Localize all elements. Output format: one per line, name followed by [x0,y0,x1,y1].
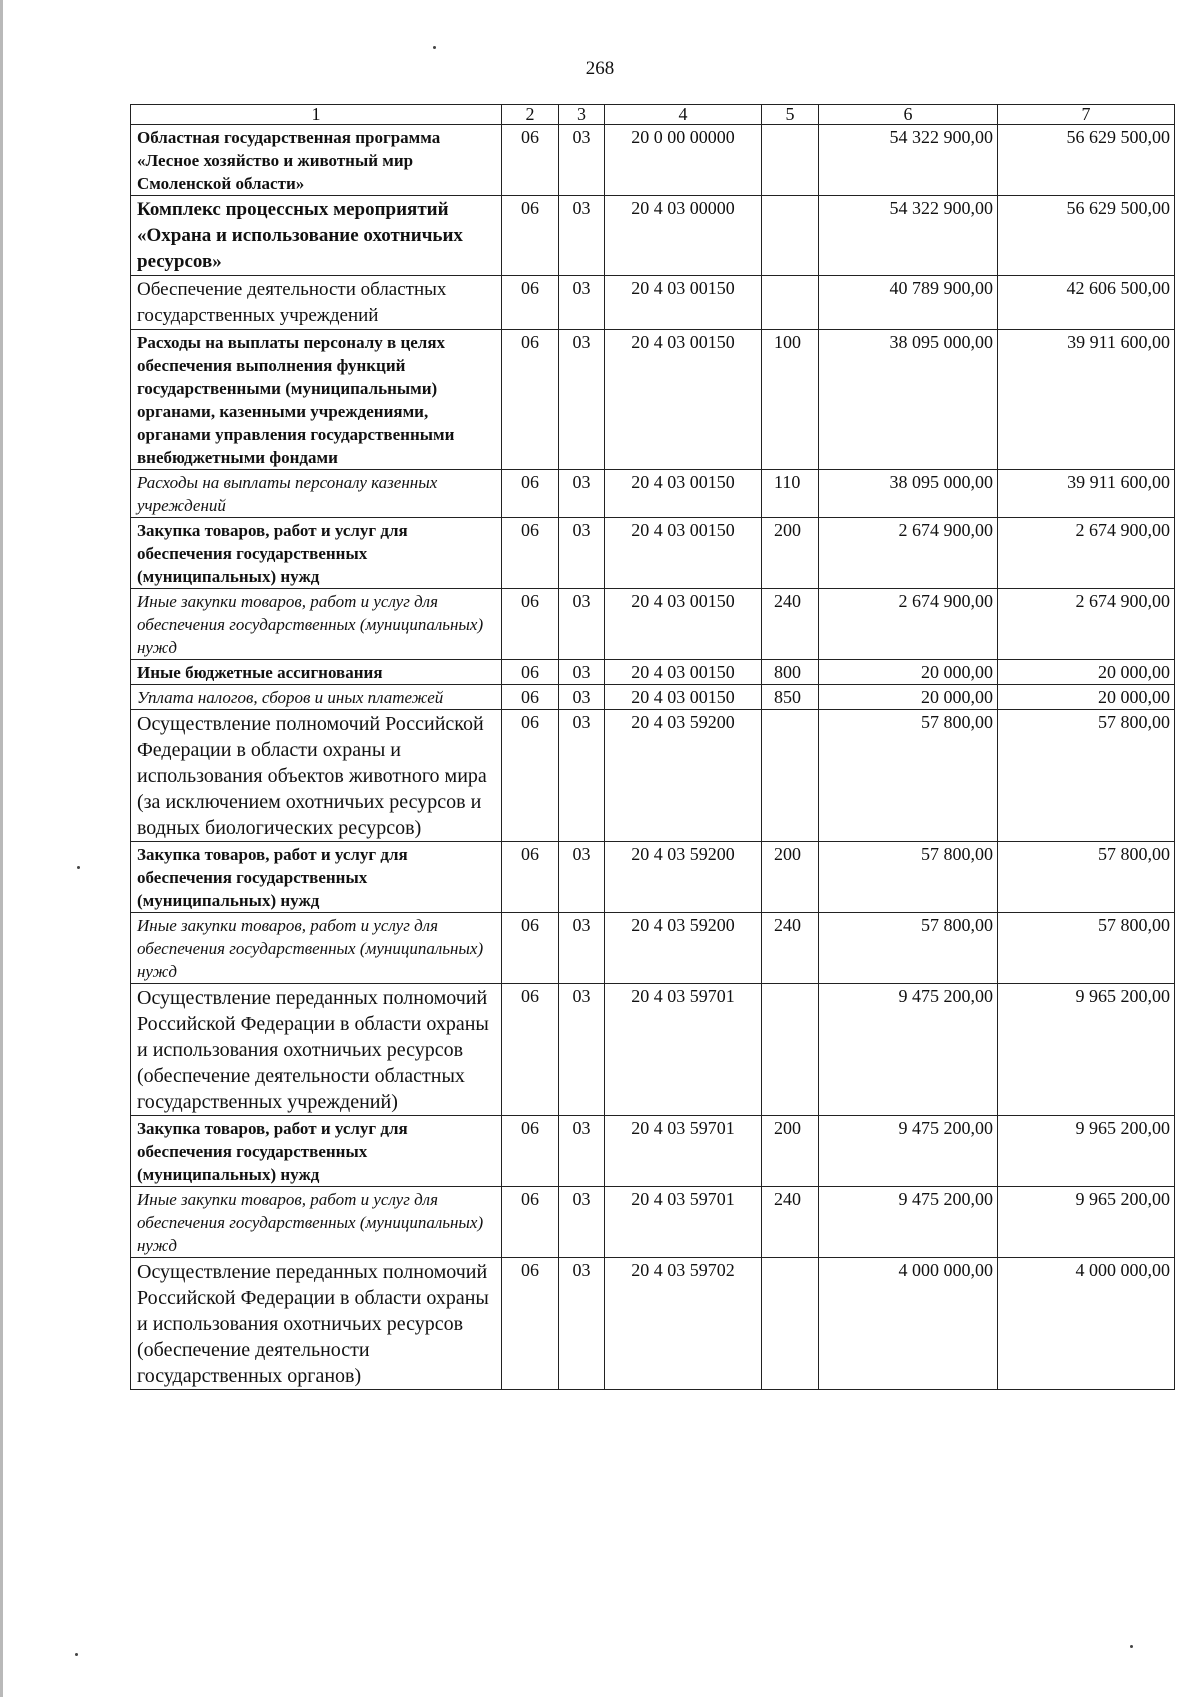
scan-speck [1130,1645,1133,1648]
subsection-code-cell: 03 [559,125,605,196]
expense-type-cell: 240 [762,1187,819,1258]
section-code-cell: 06 [502,125,559,196]
row-name-cell: Иные закупки товаров, работ и услуг для обеспечения государственных (муниципальных) нужд [131,589,502,660]
target-item-code-cell: 20 4 03 00000 [605,196,762,276]
subsection-code-cell: 03 [559,330,605,470]
row-name-cell: Закупка товаров, работ и услуг для обеспечения государственных (муниципальных) нужд [131,518,502,589]
subsection-code-cell: 03 [559,589,605,660]
target-item-code-cell: 20 4 03 59200 [605,710,762,842]
amount-year2-cell: 42 606 500,00 [998,276,1175,330]
amount-year1-cell: 20 000,00 [819,685,998,710]
amount-year1-cell: 2 674 900,00 [819,589,998,660]
table-row [131,470,1175,518]
amount-year2-cell: 2 674 900,00 [998,589,1175,660]
target-item-code-cell: 20 4 03 59701 [605,1187,762,1258]
amount-year2-cell: 4 000 000,00 [998,1258,1175,1390]
expense-type-cell [762,984,819,1116]
target-item-code-cell: 20 4 03 00150 [605,685,762,710]
expense-type-cell [762,710,819,842]
section-code-cell: 06 [502,984,559,1116]
table-header-row [131,105,1175,125]
table-row [131,330,1175,470]
subsection-code-cell: 03 [559,1258,605,1390]
amount-year2-cell: 39 911 600,00 [998,330,1175,470]
target-item-code-cell: 20 4 03 00150 [605,518,762,589]
expense-type-cell: 200 [762,518,819,589]
subsection-code-cell: 03 [559,685,605,710]
row-name-cell: Иные закупки товаров, работ и услуг для обеспечения государственных (муниципальных) нужд [131,913,502,984]
page-number: 268 [585,58,615,79]
table-row [131,276,1175,330]
amount-year1-cell: 54 322 900,00 [819,196,998,276]
amount-year2-cell: 56 629 500,00 [998,196,1175,276]
target-item-code-cell: 20 4 03 00150 [605,470,762,518]
amount-year1-cell: 9 475 200,00 [819,984,998,1116]
amount-year2-cell: 57 800,00 [998,842,1175,913]
amount-year1-cell: 57 800,00 [819,913,998,984]
expense-type-cell [762,125,819,196]
amount-year1-cell: 38 095 000,00 [819,470,998,518]
subsection-code-cell: 03 [559,196,605,276]
section-code-cell: 06 [502,710,559,842]
amount-year2-cell: 20 000,00 [998,685,1175,710]
expense-type-cell: 100 [762,330,819,470]
target-item-code-cell: 20 4 03 00150 [605,276,762,330]
amount-year1-cell: 9 475 200,00 [819,1116,998,1187]
target-item-code-cell: 20 4 03 00150 [605,660,762,685]
expense-type-cell [762,276,819,330]
row-name-cell: Иные закупки товаров, работ и услуг для обеспечения государственных (муниципальных) нужд [131,1187,502,1258]
row-name-cell: Иные бюджетные ассигнования [131,660,502,685]
scan-edge [0,0,3,1697]
table-row [131,125,1175,196]
amount-year1-cell: 57 800,00 [819,710,998,842]
row-name-cell: Расходы на выплаты персоналу в целях обеспечения выполнения функций государственными (муниципальными) органами, казенными учреждениями, органами управления государственными внебюджетными фондами [131,330,502,470]
section-code-cell: 06 [502,1187,559,1258]
subsection-code-cell: 03 [559,276,605,330]
header-cell: 6 [819,105,998,125]
target-item-code-cell: 20 4 03 59200 [605,913,762,984]
amount-year2-cell: 57 800,00 [998,913,1175,984]
scan-speck [77,866,80,869]
target-item-code-cell: 20 0 00 00000 [605,125,762,196]
expense-type-cell [762,1258,819,1390]
section-code-cell: 06 [502,589,559,660]
amount-year1-cell: 38 095 000,00 [819,330,998,470]
amount-year2-cell: 56 629 500,00 [998,125,1175,196]
row-name-cell: Расходы на выплаты персоналу казенных учреждений [131,470,502,518]
section-code-cell: 06 [502,1116,559,1187]
subsection-code-cell: 03 [559,710,605,842]
subsection-code-cell: 03 [559,518,605,589]
expense-type-cell: 240 [762,589,819,660]
table-row [131,1258,1175,1390]
budget-table [130,104,1175,1390]
expense-type-cell: 200 [762,842,819,913]
target-item-code-cell: 20 4 03 59701 [605,1116,762,1187]
header-cell: 4 [605,105,762,125]
header-cell: 2 [502,105,559,125]
table-row [131,984,1175,1116]
row-name-cell: Закупка товаров, работ и услуг для обеспечения государственных (муниципальных) нужд [131,842,502,913]
subsection-code-cell: 03 [559,842,605,913]
expense-type-cell: 850 [762,685,819,710]
table-row [131,842,1175,913]
section-code-cell: 06 [502,842,559,913]
section-code-cell: 06 [502,470,559,518]
row-name-cell: Областная государственная программа «Лесное хозяйство и животный мир Смоленской области» [131,125,502,196]
expense-type-cell: 200 [762,1116,819,1187]
target-item-code-cell: 20 4 03 59702 [605,1258,762,1390]
amount-year1-cell: 9 475 200,00 [819,1187,998,1258]
section-code-cell: 06 [502,276,559,330]
amount-year1-cell: 20 000,00 [819,660,998,685]
table-row [131,589,1175,660]
table-row [131,518,1175,589]
expense-type-cell [762,196,819,276]
table-row [131,685,1175,710]
subsection-code-cell: 03 [559,1187,605,1258]
amount-year2-cell: 9 965 200,00 [998,1187,1175,1258]
section-code-cell: 06 [502,685,559,710]
amount-year1-cell: 54 322 900,00 [819,125,998,196]
row-name-cell: Закупка товаров, работ и услуг для обеспечения государственных (муниципальных) нужд [131,1116,502,1187]
target-item-code-cell: 20 4 03 00150 [605,330,762,470]
scan-speck [75,1653,78,1656]
header-cell: 5 [762,105,819,125]
amount-year2-cell: 57 800,00 [998,710,1175,842]
amount-year1-cell: 40 789 900,00 [819,276,998,330]
amount-year2-cell: 2 674 900,00 [998,518,1175,589]
row-name-cell: Осуществление переданных полномочий Российской Федерации в области охраны и использования охотничьих ресурсов (обеспечение деятельности государственных органов) [131,1258,502,1390]
scan-speck [433,46,436,49]
expense-type-cell: 240 [762,913,819,984]
table-row [131,913,1175,984]
amount-year2-cell: 20 000,00 [998,660,1175,685]
section-code-cell: 06 [502,518,559,589]
target-item-code-cell: 20 4 03 59701 [605,984,762,1116]
expense-type-cell: 110 [762,470,819,518]
subsection-code-cell: 03 [559,470,605,518]
amount-year1-cell: 4 000 000,00 [819,1258,998,1390]
section-code-cell: 06 [502,1258,559,1390]
table-row [131,1187,1175,1258]
table-row [131,1116,1175,1187]
row-name-cell: Комплекс процессных мероприятий «Охрана и использование охотничьих ресурсов» [131,196,502,276]
row-name-cell: Осуществление полномочий Российской Федерации в области охраны и использования объектов животного мира (за исключением охотничьих ресурсов и водных биологических ресурсов) [131,710,502,842]
amount-year1-cell: 57 800,00 [819,842,998,913]
subsection-code-cell: 03 [559,913,605,984]
section-code-cell: 06 [502,913,559,984]
row-name-cell: Обеспечение деятельности областных государственных учреждений [131,276,502,330]
target-item-code-cell: 20 4 03 59200 [605,842,762,913]
amount-year2-cell: 9 965 200,00 [998,1116,1175,1187]
amount-year2-cell: 39 911 600,00 [998,470,1175,518]
row-name-cell: Уплата налогов, сборов и иных платежей [131,685,502,710]
row-name-cell: Осуществление переданных полномочий Российской Федерации в области охраны и использования охотничьих ресурсов (обеспечение деятельности областных государственных учреждений) [131,984,502,1116]
header-cell: 7 [998,105,1175,125]
amount-year1-cell: 2 674 900,00 [819,518,998,589]
subsection-code-cell: 03 [559,1116,605,1187]
section-code-cell: 06 [502,196,559,276]
table-row [131,710,1175,842]
expense-type-cell: 800 [762,660,819,685]
subsection-code-cell: 03 [559,660,605,685]
target-item-code-cell: 20 4 03 00150 [605,589,762,660]
table-row [131,196,1175,276]
subsection-code-cell: 03 [559,984,605,1116]
table-row [131,660,1175,685]
header-cell: 1 [131,105,502,125]
section-code-cell: 06 [502,660,559,685]
header-cell: 3 [559,105,605,125]
amount-year2-cell: 9 965 200,00 [998,984,1175,1116]
section-code-cell: 06 [502,330,559,470]
